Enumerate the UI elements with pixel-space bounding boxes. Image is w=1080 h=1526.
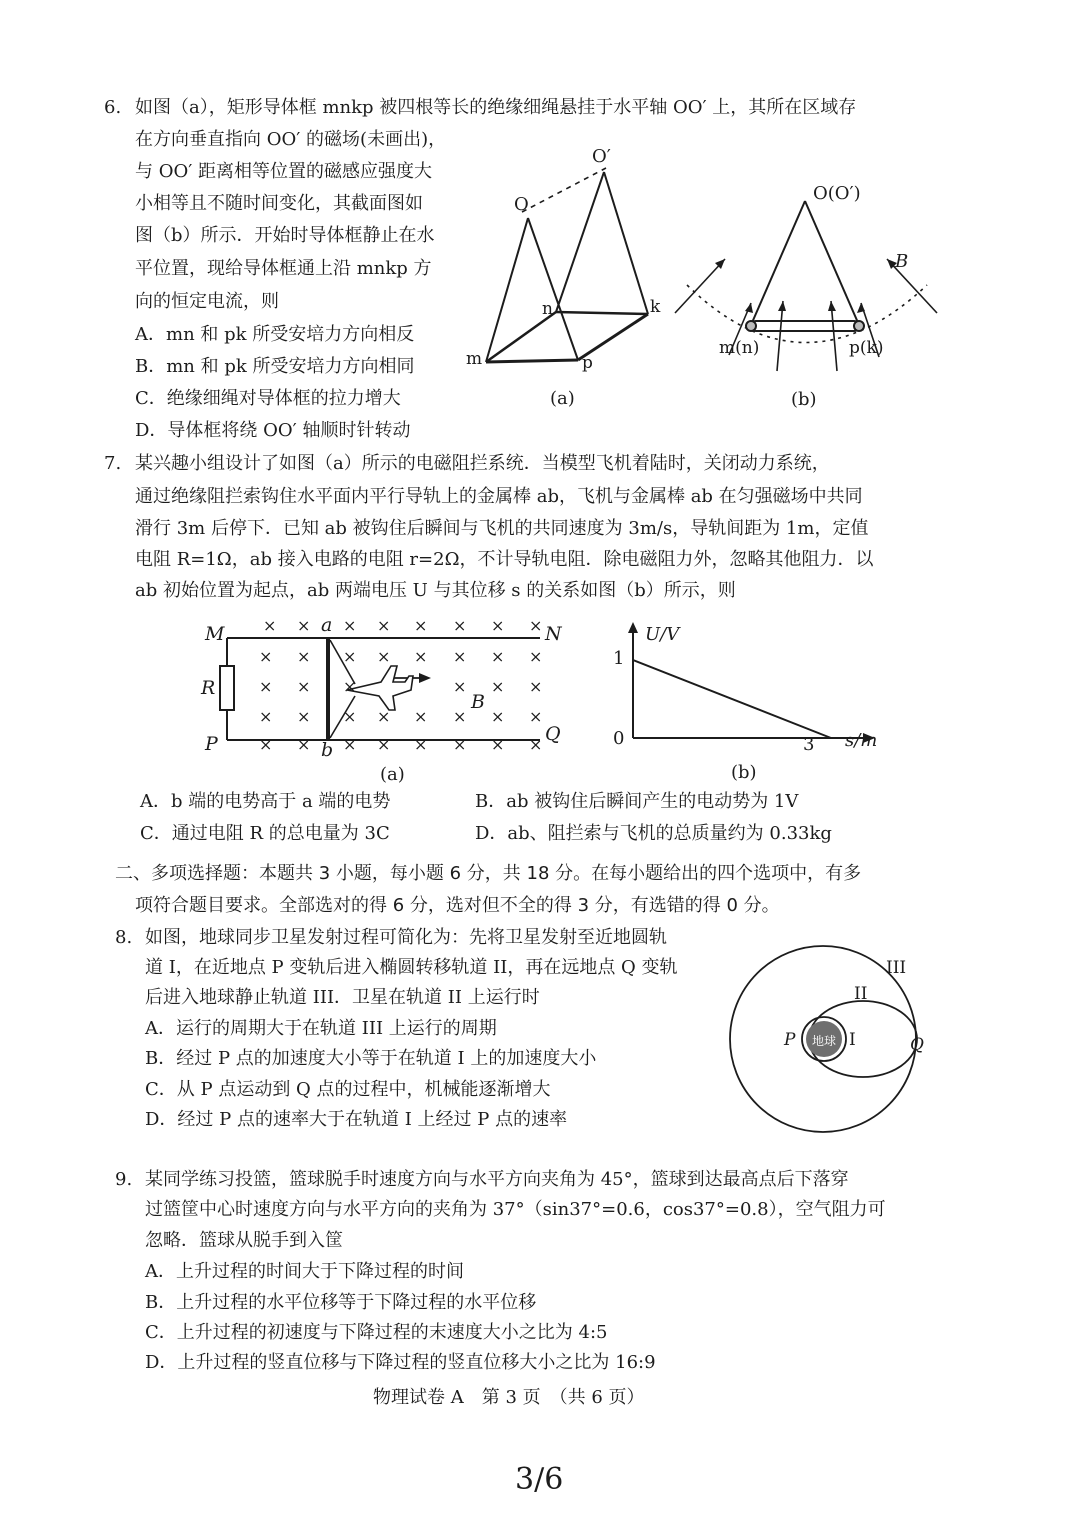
field-cross: × (259, 707, 273, 726)
section2-line-2: 项符合题目要求。全部选对的得 6 分，选对但不全的得 3 分，有选错的得 0 分。 (135, 895, 780, 916)
field-cross: × (491, 677, 505, 696)
q8-label-I: I (849, 1030, 856, 1050)
q7a-caption: (a) (380, 764, 405, 785)
q7b-tick-x3: 3 (803, 734, 815, 755)
q7b-tick-origin: 0 (613, 728, 625, 749)
q7-option-b: B．ab 被钩住后瞬间产生的电动势为 1V (475, 791, 799, 812)
page-number: 3/6 (515, 1462, 564, 1497)
q7-option-a: A．b 端的电势高于 a 端的电势 (140, 791, 391, 812)
q8-option-b: B．经过 P 点的加速度大小等于在轨道 I 上的加速度大小 (145, 1048, 597, 1069)
q7a-label-a: a (321, 614, 333, 636)
q6-number: 6. (104, 97, 122, 118)
field-cross: × (414, 735, 428, 754)
field-cross: × (297, 735, 311, 754)
field-cross: × (297, 707, 311, 726)
q6a-label-n: n (542, 299, 553, 319)
q6a-label-k: k (650, 297, 661, 317)
field-cross: × (414, 647, 428, 666)
q8-line-3: 后进入地球静止轨道 III．卫星在轨道 II 上运行时 (145, 987, 540, 1008)
q8-label-P: P (784, 1030, 796, 1050)
field-cross: × (453, 616, 467, 635)
q6-line-6: 平位置，现给导体框通上沿 mnkp 方 (135, 258, 432, 279)
q6a-label-O-prime: O′ (592, 146, 611, 167)
field-cross: × (343, 677, 357, 696)
q7a-label-B: B (471, 691, 485, 713)
q6-line-7: 向的恒定电流，则 (135, 291, 279, 312)
q6a-label-p: p (582, 353, 593, 373)
q6-option-d: D．导体框将绕 OO′ 轴顺时针转动 (135, 420, 411, 441)
field-cross: × (491, 735, 505, 754)
q8-number: 8. (115, 927, 133, 948)
q8-label-Q: Q (910, 1035, 924, 1055)
field-cross: × (343, 707, 357, 726)
q6-line-5: 图（b）所示．开始时导体框静止在水 (135, 225, 435, 246)
field-cross: × (297, 616, 311, 635)
q7-number: 7. (104, 453, 122, 474)
q7-line-4: 电阻 R=1Ω，ab 接入电路的电阻 r=2Ω，不计导轨电阻．除电磁阻力外，忽略其他阻力．以 (135, 549, 874, 570)
q7-figure-b (605, 618, 895, 783)
field-cross: × (259, 677, 273, 696)
q7b-tick-y1: 1 (613, 648, 625, 669)
q7-option-d: D．ab、阻拦索与飞机的总质量约为 0.33kg (475, 823, 832, 844)
q9-option-a: A．上升过程的时间大于下降过程的时间 (145, 1261, 464, 1282)
q7a-label-R: R (201, 677, 216, 699)
q7b-caption: (b) (731, 762, 757, 783)
field-cross: × (529, 616, 543, 635)
field-cross: × (453, 707, 467, 726)
q6a-caption: (a) (550, 388, 575, 409)
q9-option-b: B．上升过程的水平位移等于下降过程的水平位移 (145, 1292, 537, 1313)
q8-option-c: C．从 P 点运动到 Q 点的过程中，机械能逐渐增大 (145, 1079, 551, 1100)
field-cross: × (453, 677, 467, 696)
q8-label-III: III (886, 958, 907, 978)
q9-line-3: 忽略．篮球从脱手到入筐 (145, 1230, 343, 1251)
q7b-ylabel: U/V (645, 624, 680, 645)
q6-line-3: 与 OO′ 距离相等位置的磁感应强度大 (135, 161, 433, 182)
field-cross: × (343, 735, 357, 754)
q7-line-5: ab 初始位置为起点，ab 两端电压 U 与其位移 s 的关系如图（b）所示，则 (135, 580, 736, 601)
q6a-label-O: O (514, 194, 529, 215)
q7b-u-s-line (633, 660, 831, 738)
field-cross: × (377, 647, 391, 666)
q7-figure-a (195, 612, 575, 787)
field-cross: × (453, 647, 467, 666)
field-cross: × (259, 735, 273, 754)
field-cross: × (529, 677, 543, 696)
q8-line-2: 道 I，在近地点 P 变轨后进入椭圆转移轨道 II，再在远地点 Q 变轨 (145, 957, 678, 978)
q6b-caption: (b) (791, 389, 817, 410)
field-cross: × (529, 647, 543, 666)
q7-line-2: 通过绝缘阻拦索钩住水平面内平行导轨上的金属棒 ab，飞机与金属棒 ab 在匀强磁场中共同 (135, 486, 863, 507)
field-cross: × (414, 616, 428, 635)
q8-line-1: 如图，地球同步卫星发射过程可简化为：先将卫星发射至近地圆轨 (145, 927, 667, 948)
q6b-label-B: B (895, 251, 909, 272)
q6-option-c: C．绝缘细绳对导体框的拉力增大 (135, 388, 401, 409)
q7a-label-P: P (205, 733, 218, 755)
q6-line-1: 如图（a），矩形导体框 mnkp 被四根等长的绝缘细绳悬挂于水平轴 OO′ 上，其所在区域存 (135, 97, 857, 118)
q6-figure-b (665, 175, 955, 415)
q9-line-1: 某同学练习投篮，篮球脱手时速度方向与水平方向夹角为 45°，篮球到达最高点后下落穿 (145, 1169, 849, 1190)
page-footer: 物理试卷 A 第 3 页 （共 6 页） (373, 1387, 645, 1408)
q8-option-a: A．运行的周期大于在轨道 III 上运行的周期 (145, 1018, 497, 1039)
q6-option-b: B．mn 和 pk 所受安培力方向相同 (135, 356, 415, 377)
field-cross: × (529, 707, 543, 726)
q6b-label-right: p(k) (849, 338, 884, 358)
q7a-label-N: N (545, 623, 562, 645)
q9-option-d: D．上升过程的竖直位移与下降过程的竖直位移大小之比为 16:9 (145, 1352, 656, 1373)
field-cross: × (377, 735, 391, 754)
q6b-label-left: m(n) (719, 338, 760, 358)
field-cross: × (297, 677, 311, 696)
field-cross: × (414, 707, 428, 726)
q9-line-2: 过篮筐中心时速度方向与水平方向的夹角为 37°（sin37°=0.6，cos37°=0.8），空气阻力可 (145, 1199, 886, 1220)
q6-line-4: 小相等且不随时间变化，其截面图如 (135, 193, 423, 214)
field-cross: × (529, 735, 543, 754)
q7-line-1: 某兴趣小组设计了如图（a）所示的电磁阻拦系统．当模型飞机着陆时，关闭动力系统， (135, 453, 830, 474)
q6-figure-a (440, 140, 670, 415)
q9-option-c: C．上升过程的初速度与下降过程的末速度大小之比为 4:5 (145, 1322, 608, 1343)
field-cross: × (491, 707, 505, 726)
q6b-label-top: O(O′) (813, 183, 861, 204)
field-cross: × (343, 616, 357, 635)
q8-option-d: D．经过 P 点的速率大于在轨道 I 上经过 P 点的速率 (145, 1109, 568, 1130)
field-cross: × (343, 647, 357, 666)
field-cross: × (297, 647, 311, 666)
q8-figure-orbits (720, 935, 935, 1140)
q8-label-II: II (854, 984, 868, 1004)
q7a-label-Q: Q (545, 723, 561, 745)
field-cross: × (263, 616, 277, 635)
q7-option-c: C．通过电阻 R 的总电量为 3C (140, 823, 390, 844)
field-cross: × (491, 616, 505, 635)
section2-line-1: 二、多项选择题：本题共 3 小题，每小题 6 分，共 18 分。在每小题给出的四个选项中，有多 (115, 863, 862, 884)
q8-earth-label: 地球 (811, 1034, 837, 1048)
q6a-label-m: m (466, 349, 483, 369)
field-cross: × (453, 735, 467, 754)
field-cross: × (491, 647, 505, 666)
q9-number: 9. (115, 1169, 133, 1190)
q6-option-a: A．mn 和 pk 所受安培力方向相反 (135, 324, 415, 345)
q7-line-3: 滑行 3m 后停下．已知 ab 被钩住后瞬间与飞机的共同速度为 3m/s，导轨间距为 1m，定值 (135, 518, 869, 539)
q6-line-2: 在方向垂直指向 OO′ 的磁场(未画出)， (135, 129, 447, 150)
q7b-xlabel: s/m (845, 730, 878, 751)
field-cross: × (259, 647, 273, 666)
q7a-label-b: b (321, 739, 334, 761)
q7a-label-M: M (205, 623, 225, 645)
field-cross: × (377, 616, 391, 635)
field-cross: × (377, 707, 391, 726)
